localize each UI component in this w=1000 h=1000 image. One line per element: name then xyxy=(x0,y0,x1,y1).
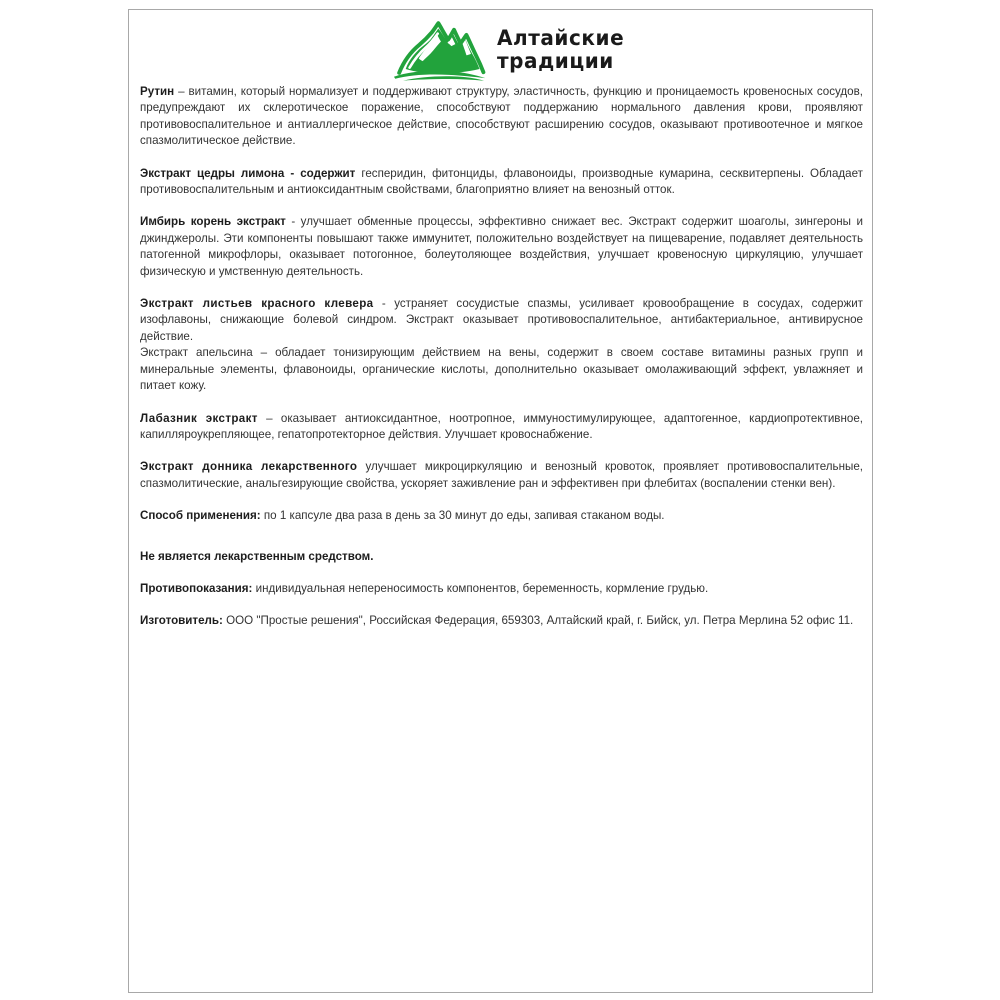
paragraph-red-clover-lead: Экстракт листьев красного клевера xyxy=(140,297,374,311)
document-content-area xyxy=(140,10,863,630)
brand-wordmark xyxy=(496,25,634,74)
paragraph-ginger-root-text: - улучшает обменные процессы, эффективно снижает вес. Экстракт содержит шоаголы, зингероны и джинджеролы. Эти компоненты повышают также иммунитет, положительно воздействует на пищеварение, подавляет деятельность патогенной микрофлоры, оказывает потогонное, болеутоляющее воздействия, улучшает кровеносную циркуляцию, улучшает физическую и умственную деятельность. xyxy=(140,215,863,278)
paragraph-contraindications-text: индивидуальная непереносимость компонентов, беременность, кормление грудью. xyxy=(252,581,709,595)
paragraph-contraindications-lead: Противопоказания: xyxy=(140,581,253,595)
paragraph-sweet-clover xyxy=(140,459,863,492)
paragraph-rutin-text: – витамин, который нормализует и поддерживают структуру, эластичность, функцию и проницаемость кровеносных сосудов, предупреждают их склеротическое поражение, способствуют поддержанию нормального давления крови, проявляют противовоспалительное и антиаллергическое действие, способствуют расширению сосудов, оказывают противоотечное и мягкое спазмолитическое действие. xyxy=(140,85,863,148)
paragraph-dosage-text: по 1 капсуле два раза в день за 30 минут до еды, запивая стаканом воды. xyxy=(260,509,665,523)
paragraph-rutin-lead: Рутин xyxy=(140,85,175,98)
paragraph-manufacturer-lead: Изготовитель: xyxy=(140,614,223,628)
altai-mountains-logo-icon xyxy=(390,18,488,82)
brand-logo xyxy=(140,10,863,84)
paragraph-orange-extract-text: Экстракт апельсина – обладает тонизирующим действием на вены, содержит в своем составе витамины разных групп и минеральные элементы, флавоноиды, органические кислоты, дополнительно оказывает омолаживающий эффект, увлажняет и питает кожу. xyxy=(140,346,863,393)
paragraph-labaznik-lead: Лабазник экстракт xyxy=(140,411,258,425)
document-sheet xyxy=(128,9,873,993)
paragraph-dosage xyxy=(140,508,863,524)
paragraph-labaznik-text: – оказывает антиоксидантное, ноотропное, иммуностимулирующее, адаптогенное, кардиопротективное, капилляроукрепляющее, гепатопротекторное действия. Улучшает кровоснабжение. xyxy=(140,411,863,441)
paragraph-manufacturer-text: ООО "Простые решения", Российская Федерация, 659303, Алтайский край, г. Бийск, ул. Петра Мерлина 52 офис 11. xyxy=(222,614,854,628)
paragraph-rutin xyxy=(140,84,863,150)
paragraph-lemon-peel xyxy=(140,166,863,199)
paragraph-sweet-clover-text: улучшает микроциркуляцию и венозный кровоток, проявляет противовоспалительные, спазмолитические, анальгезирующие свойства, ускоряет заживление ран и эффективен при флебитах (воспалении стенки вен). xyxy=(140,460,863,490)
paragraph-contraindications xyxy=(140,581,863,597)
brand-wordmark-line-1: Алтайские xyxy=(496,25,624,51)
brand-wordmark-line-2: традиции xyxy=(496,48,614,74)
paragraph-manufacturer xyxy=(140,613,863,629)
paragraph-orange-extract xyxy=(140,345,863,394)
paragraph-sweet-clover-lead: Экстракт донника лекарственного xyxy=(140,460,358,474)
paragraph-ginger-root-lead: Имбирь корень экстракт xyxy=(140,215,286,229)
paragraph-red-clover-text: - устраняет сосудистые спазмы, усиливает кровообращение в сосудах, содержит изофлавоны, снижающие болевой синдром. Экстракт оказывает противовоспалительное, антибактериальное, антивирусное действие. xyxy=(140,297,863,343)
paragraph-dosage-lead: Способ применения: xyxy=(140,509,261,523)
paragraph-lemon-peel-text: гесперидин, фитонциды, флавоноиды, производные кумарина, сесквитерпены. Обладает противовоспалительным и антиоксидантным свойствами, благоприятно влияет на венозный отток. xyxy=(140,166,863,197)
paragraph-red-clover xyxy=(140,296,863,345)
paragraph-lemon-peel-lead: Экстракт цедры лимона - содержит xyxy=(140,166,356,180)
document-body xyxy=(140,84,863,630)
paragraph-ginger-root xyxy=(140,214,863,280)
paragraph-labaznik xyxy=(140,411,863,444)
paragraph-not-a-medicine-disclaimer: Не является лекарственным средством. xyxy=(140,549,374,563)
